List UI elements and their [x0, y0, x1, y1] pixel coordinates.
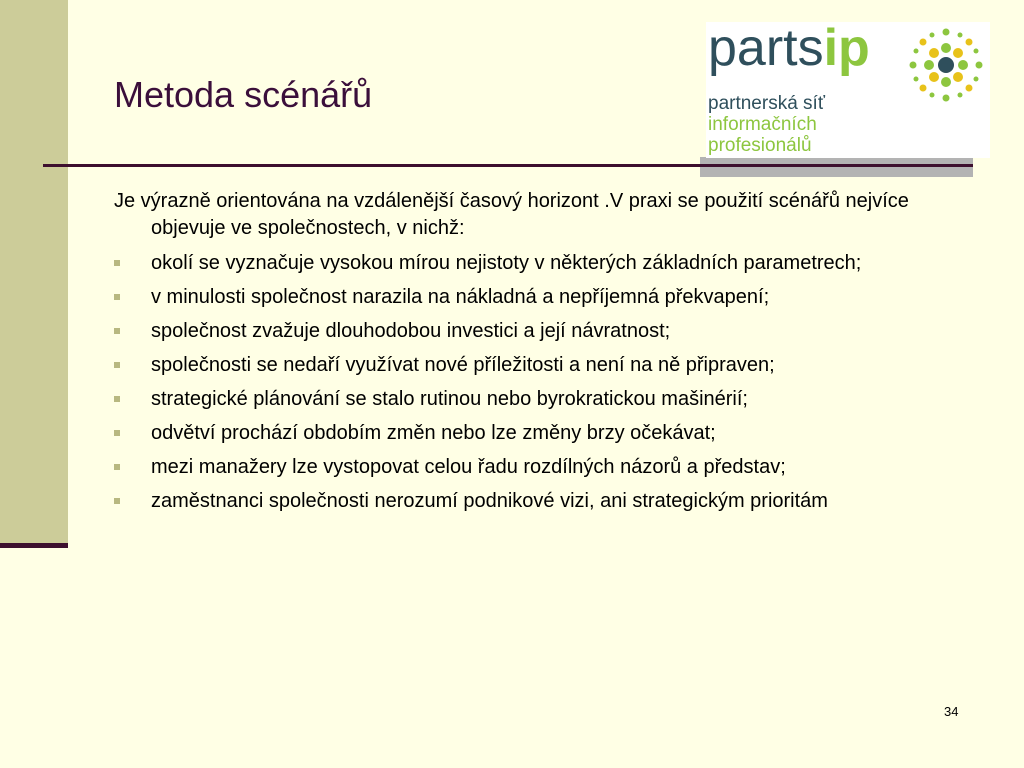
slide-title: Metoda scénářů [114, 74, 373, 115]
slide-body [114, 188, 964, 522]
list-item-text: v minulosti společnost narazila na nákladná a nepříjemná překvapení; [151, 286, 770, 308]
list-item-text: zaměstnanci společnosti nerozumí podnikové vizi, ani strategickým prioritám [151, 490, 828, 512]
list-item-text: okolí se vyznačuje vysokou mírou nejistoty v některých základních parametrech; [151, 252, 862, 274]
list-item-text: společnost zvažuje dlouhodobou investici a její návratnost; [151, 320, 671, 342]
square-bullet-icon [114, 362, 120, 368]
square-bullet-icon [114, 430, 120, 436]
list-item [114, 488, 964, 515]
left-decorative-band [0, 0, 68, 548]
logo-tagline-line1: partnerská síť [708, 93, 825, 114]
logo-wordmark [708, 18, 870, 78]
page-number: 34 [944, 704, 959, 719]
logo-gray-bar [700, 157, 973, 177]
intro-paragraph: Je výrazně orientována na vzdálenější časový horizont .V praxi se použití scénářů nejvíce objevuje ve společnostech, v nichž: [114, 190, 909, 239]
square-bullet-icon [114, 260, 120, 266]
square-bullet-icon [114, 464, 120, 470]
title-divider [43, 164, 973, 167]
left-band-rule [0, 543, 68, 548]
list-item [114, 250, 964, 277]
list-item [114, 318, 964, 345]
list-item [114, 454, 964, 481]
logo-tagline-line2: informačních [708, 114, 817, 135]
partsip-logo [706, 19, 990, 158]
square-bullet-icon [114, 396, 120, 402]
logo-wordmark-ip: ip [823, 19, 870, 77]
list-item [114, 386, 964, 413]
list-item-text: společnosti se nedaří využívat nové příležitosti a není na ně připraven; [151, 354, 775, 376]
list-item [114, 284, 964, 311]
list-item [114, 352, 964, 379]
logo-tagline-line3: profesionálů [708, 135, 812, 156]
list-item-text: odvětví prochází obdobím změn nebo lze změny brzy očekávat; [151, 422, 716, 444]
square-bullet-icon [114, 498, 120, 504]
list-item-text: strategické plánování se stalo rutinou nebo byrokratickou mašinérií; [151, 388, 748, 410]
sun-dots-icon [902, 22, 990, 108]
list-item [114, 420, 964, 447]
list-item-text: mezi manažery lze vystopovat celou řadu rozdílných názorů a představ; [151, 456, 786, 478]
square-bullet-icon [114, 294, 120, 300]
logo-wordmark-parts: parts [708, 19, 824, 77]
bullet-list [114, 250, 964, 515]
square-bullet-icon [114, 328, 120, 334]
